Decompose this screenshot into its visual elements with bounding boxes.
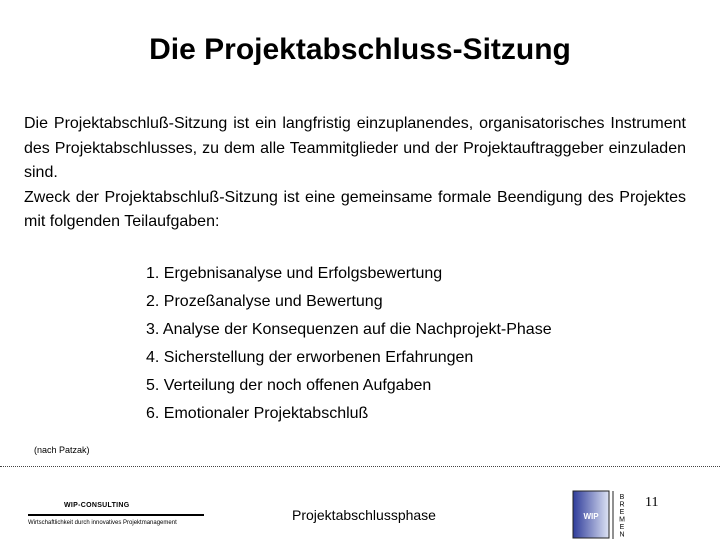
source-note: (nach Patzak): [34, 445, 90, 455]
company-tagline: Wirtschaftlichkeit durch innovatives Projektmanagement: [28, 520, 177, 526]
company-name: WIP-CONSULTING: [64, 502, 130, 509]
task-item-4: 4. Sicherstellung der erworbenen Erfahrungen: [146, 349, 474, 366]
logo-letter: R: [619, 501, 625, 509]
page-number: 11: [645, 495, 659, 510]
wip-bremen-logo: [572, 490, 632, 540]
company-underline: [28, 514, 204, 516]
footer-section-label: Projektabschlussphase: [292, 507, 436, 523]
task-item-5: 5. Verteilung der noch offenen Aufgaben: [146, 377, 432, 394]
logo-letter: B: [619, 494, 625, 501]
task-item-1: 1. Ergebnisanalyse und Erfolgsbewertung: [146, 265, 443, 282]
task-item-3: 3. Analyse der Konsequenzen auf die Nachprojekt-Phase: [146, 321, 552, 338]
footer-divider: [0, 466, 720, 467]
logo-letter: M: [619, 516, 625, 524]
logo-letter: E: [619, 524, 625, 531]
task-item-6: 6. Emotionaler Projektabschluß: [146, 405, 369, 422]
slide-title: Die Projektabschluss-Sitzung: [149, 33, 571, 66]
purpose-paragraph: Zweck der Projektabschluß-Sitzung ist eine gemeinsame formale Beendigung des Projektes mit folgenden Teilaufgaben:: [24, 188, 686, 230]
logo-letter: N: [619, 531, 625, 539]
intro-text: [24, 112, 686, 235]
logo-wip-text: WIP: [583, 512, 599, 521]
intro-paragraph: Die Projektabschluß-Sitzung ist ein langfristig einzuplanendes, organisatorisches Instrument des Projektabschlusses, zu dem alle Teammitglieder und der Projektauftraggeber einzuladen sind.: [24, 115, 686, 181]
task-item-2: 2. Prozeßanalyse und Bewertung: [146, 293, 383, 310]
task-list: [146, 260, 552, 428]
logo-letter: E: [619, 509, 625, 516]
